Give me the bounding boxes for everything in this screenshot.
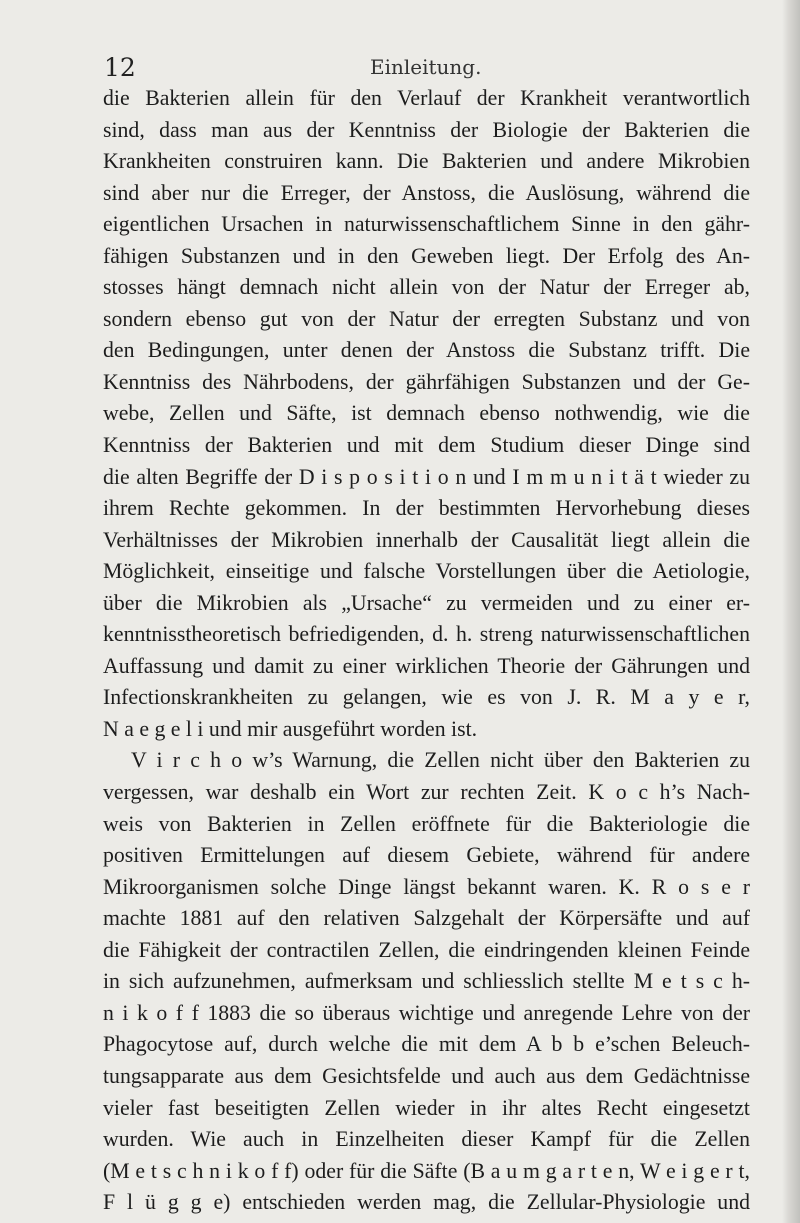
text-line: ihrem Rechte gekommen. In der bestimmten Hervorhebung dieses: [103, 496, 750, 521]
text-line: die Fähigkeit der contractilen Zellen, die eindringenden kleinen Feinde: [103, 937, 750, 962]
text-line: (M e t s c h n i k o f f) oder für die Säfte (B a u m g a r t e n, W e i g e r t,: [103, 1158, 750, 1183]
text-line: tungsapparate aus dem Gesichtsfelde und auch aus dem Gedächtnisse: [103, 1063, 750, 1088]
text-line: Infectionskrankheiten zu gelangen, wie es von J. R. M a y e r,: [103, 685, 750, 710]
text-line: eigentlichen Ursachen in naturwissenschaftlichem Sinne in den gähr-: [103, 212, 750, 237]
text-line: Verhältnisses der Mikrobien innerhalb der Causalität liegt allein die: [103, 527, 750, 552]
text-line: Krankheiten construiren kann. Die Bakterien und andere Mikrobien: [103, 149, 750, 174]
text-line: die Bakterien allein für den Verlauf der Krankheit verantwortlich: [103, 86, 750, 110]
text-line: sondern ebenso gut von der Natur der erregten Substanz und von: [103, 306, 750, 331]
text-line: Auffassung und damit zu einer wirklichen Theorie der Gährungen und: [103, 653, 750, 678]
text-line: vieler fast beseitigten Zellen wieder in ihr altes Recht eingesetzt: [103, 1095, 750, 1120]
text-line: Mikroorganismen solche Dinge längst bekannt waren. K. R o s e r: [103, 874, 750, 899]
text-line: n i k o f f 1883 die so überaus wichtige und anregende Lehre von der: [103, 1000, 750, 1025]
text-line: vergessen, war deshalb ein Wort zur rechten Zeit. K o c h’s Nach-: [103, 780, 750, 805]
running-title: Einleitung.: [370, 55, 482, 79]
text-line: stosses hängt demnach nicht allein von der Natur der Erreger ab,: [103, 275, 750, 300]
text-line: weis von Bakterien in Zellen eröffnete für die Bakteriologie die: [103, 811, 750, 836]
text-line: machte 1881 auf den relativen Salzgehalt der Körpersäfte und auf: [103, 906, 750, 931]
text-line: Möglichkeit, einseitige und falsche Vorstellungen über die Aetiologie,: [103, 559, 750, 584]
text-line: Kenntniss des Nährbodens, der gährfähigen Substanzen und der Ge-: [103, 369, 750, 394]
text-line: fähigen Substanzen und in den Geweben liegt. Der Erfolg des An-: [103, 243, 750, 268]
text-line: die alten Begriffe der D i s p o s i t i o n und I m m u n i t ä t wieder zu: [103, 464, 750, 489]
text-line-paragraph-end: N a e g e l i und mir ausgeführt worden ist.: [103, 716, 478, 741]
text-line: kenntnisstheoretisch befriedigenden, d. h. streng naturwissenschaftlichen: [103, 622, 750, 647]
text-line: wurden. Wie auch in Einzelheiten dieser Kampf für die Zellen: [103, 1127, 750, 1152]
text-line: F l ü g g e) entschieden werden mag, die Zellular-Physiologie und: [103, 1190, 750, 1215]
text-line: in sich aufzunehmen, aufmerksam und schliesslich stellte M e t s c h-: [103, 969, 750, 994]
text-line: Kenntniss der Bakterien und mit dem Studium dieser Dinge sind: [103, 433, 750, 458]
text-line: sind, dass man aus der Kenntniss der Biologie der Bakterien die: [103, 117, 750, 142]
text-line: webe, Zellen und Säfte, ist demnach ebenso nothwendig, wie die: [103, 401, 750, 426]
text-line: positiven Ermittelungen auf diesem Gebiete, während für andere: [103, 843, 750, 868]
main-text: [103, 83, 750, 1219]
text-line: den Bedingungen, unter denen der Anstoss die Substanz trifft. Die: [103, 338, 750, 363]
text-line-paragraph-start: V i r c h o w’s Warnung, die Zellen nicht über den Bakterien zu: [131, 748, 750, 773]
page-number: 12: [104, 53, 136, 82]
text-line: sind aber nur die Erreger, der Anstoss, die Auslösung, während die: [103, 180, 750, 205]
text-line: über die Mikrobien als „Ursache“ zu vermeiden und zu einer er-: [103, 590, 750, 615]
text-line: Phagocytose auf, durch welche die mit dem A b b e’schen Beleuch-: [103, 1032, 750, 1057]
